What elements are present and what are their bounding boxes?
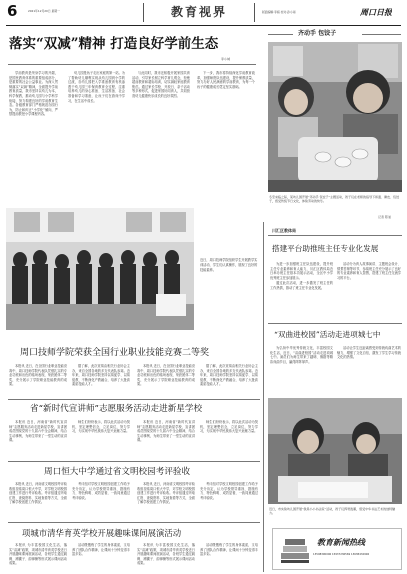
story-qinghua-col-3: 本报讯 为丰富校园文化生活，落实“双减”政策，项城市清华育英学校近日开展趣味课间展演活动，各班学生通过跳绳、踢毽子、韵律操等形式展示课间活动成果。	[137, 543, 195, 566]
bottom-photo-caption: 近日，市实验幼儿园开展“我是小小书法家”活动，孩子们挥毫泼墨，感受中华书法艺术的独特魅力。	[269, 507, 396, 516]
rule-hengda	[8, 522, 260, 523]
lead-col-4: 下一步，我市将持续深化学前教育改革，加强师资队伍建设，提升保教质量，努力办好人民满意的学前教育，为每一个孩子的健康成长奠定坚实基础。	[197, 71, 255, 89]
story-hengda-col-3: 本报讯 近日，河南省文明校园考评验收组莅临周口恒大中学，对学校文明校园创建工作进行考评验收。考评组通过听取汇报、查阅资料、实地查看等方式，全面了解学校创建工作情况。	[137, 482, 195, 505]
classroom-photo	[6, 208, 194, 330]
column-header: 川汇区教体局	[272, 228, 296, 233]
calligraphy-photo	[268, 398, 402, 504]
photo-feature-title: 齐动手 包饺子	[298, 30, 337, 37]
dumpling-photo	[268, 42, 402, 192]
page-number: 6	[7, 3, 18, 19]
story-qinghua-col-1: 本报讯 为丰富校园文化生活，落实“双减”政策，项城市清华育英学校近日开展趣味课间展演活动，各班学生通过跳绳、踢毽子、韵律操等形式展示课间活动成果。	[9, 543, 67, 566]
photo-feature-image	[268, 42, 402, 192]
masthead	[0, 0, 407, 26]
right-story1-col-1: 为进一步加强班主任队伍建设，提升班主任专业素养和育人能力，川汇区教体局近日举办班主任基本功展示活动，全区中小学优秀班主任参加展示。 通过此次活动，进一步激发了班主任的工作热情，推动了班主任专业化发展。	[270, 262, 333, 290]
editor-line: 版面编辑:李娟 校对:孙小雨	[262, 10, 296, 14]
hotline-box	[272, 528, 402, 570]
story-volunteer-col-1: 本报讯 近日，河南省“新时代宣讲师”志愿服务活动走进新星学校，宣讲团成员围绕党的十九届六中全会精神，结合生动事例，为师生带来了一堂生动的宣讲课。	[9, 420, 67, 443]
lead-col-2: 幼儿园是孩子走出家庭的第一站。为了帮助幼儿顺利实现从幼儿园到小学的过渡，各幼儿园把入学准备教育有机渗透于幼儿园三年保育教育全过程，注重培养幼儿的身心准备、生活准备、社会准备和学习准备，让孩子们在游戏中学习，在生活中成长。	[68, 71, 125, 103]
story-volunteer-col-4: 师生们纷纷表示，将以此次活动为契机，坚定理想信念，立足岗位，努力学习，为实现中华民族伟大复兴贡献力量。	[200, 420, 258, 434]
right-story1-col-2: 活动分为育人故事演讲、主题班会设计、情景答辩等环节，参赛班主任充分展示了良好的专业素养和育人智慧，搭建了班主任交流学习的平台。	[337, 262, 401, 280]
lead-col-1: 学前教育是终身学习的开端，是国民教育体系的重要组成部分，是重要的社会公益事业。为深入贯彻落实“双减”精神，全面提升学前教育质量，我市坚持以幼儿为本，科学保教，推动幼儿园与小学科学衔接，努力构建良好的学前教育生态。各级教育部门严格规范办园行为，防止和纠正“小学化”倾向，严禁提前教授小学课程内容。	[9, 71, 58, 117]
story-qinghua-title: 项城市清华育英学校开展趣味课间展演活动	[22, 528, 182, 538]
story-jishi-col-3: 本报讯 近日，在全国行业职业技能竞赛中，周口技师学院代表队凭借扎实的专业功底和出色的临场表现，荣获团体二等奖，充分展示了学院职业技能教育的成果。	[137, 364, 195, 387]
story-jishi-col-1: 本报讯 近日，在全国行业职业技能竞赛中，周口技师学院代表队凭借扎实的专业功底和出色的临场表现，荣获团体二等奖，充分展示了学院职业技能教育的成果。	[9, 364, 67, 387]
story-qinghua-col-4: 活动既锻炼了学生的身体素质，又培养了团队合作精神，让课间十分钟变得丰富多彩。	[200, 543, 258, 557]
story-hengda-col-4: 考评组对学校文明校园创建工作给予充分肯定，认为学校领导重视、措施有力、特色鲜明、成效显著，一致同意通过考评验收。	[200, 482, 258, 500]
right-story2-title: “双曲进校园”活动走进项城七中	[274, 330, 381, 339]
right-story2-col-2: 活动让学生近距离感受到传统戏曲艺术的魅力，增强了文化自信，激发了学生学习传统文化的热情。	[337, 346, 401, 360]
rule-jishi	[8, 399, 260, 400]
photo-feature-caption: 冬至来临之际，某幼儿园开展“齐动手 包饺子”主题活动，孩子们在老师的指导下和面、擀皮、包饺子，感受传统节日文化，体验劳动的快乐。	[269, 195, 400, 204]
date-line: 2021年12月20日 星期一	[28, 9, 60, 13]
paper-name: 周口日报	[360, 7, 392, 17]
lead-col-3: 与此同时，我市还积极开展家园共育活动，引导家长树立科学育儿观念，拒绝超前教育和超标培训，切实减轻家庭教育焦虑。通过家长学校、开放日、亲子活动等多种形式，促进家园协同育人，共同营造幼儿健康快乐成长的良好氛围。	[132, 71, 190, 98]
bottom-photo	[268, 398, 402, 504]
hotline-label: 教育新闻热线	[317, 537, 365, 547]
books-icon	[279, 533, 311, 565]
story-hengda-title: 周口恒大中学通过省文明校园考评验收	[44, 467, 191, 477]
story-hengda-col-2: 考评组对学校文明校园创建工作给予充分肯定，认为学校领导重视、措施有力、特色鲜明、成效显著，一致同意通过考评验收。	[72, 482, 130, 500]
story-volunteer-col-2: 师生们纷纷表示，将以此次活动为契机，坚定理想信念，立足岗位，努力学习，为实现中华民族伟大复兴贡献力量。	[72, 420, 130, 434]
story-jishi-title: 周口技师学院荣获全国行业职业技能竞赛二等奖	[20, 348, 210, 358]
lead-title: 落实“双减”精神 打造良好学前生态	[9, 36, 219, 52]
story-volunteer-col-3: 本报讯 近日，河南省“新时代宣讲师”志愿服务活动走进新星学校，宣讲团成员围绕党的十九届六中全会精神，结合生动事例，为师生带来了一堂生动的宣讲课。	[137, 420, 195, 443]
photo-feature-header	[268, 28, 401, 41]
section-box	[143, 3, 255, 22]
story-jishi-col-4: 据了解，此次竞赛由相关行业协会主办，来自全国各地的多支代表队参赛。近年来，周口技师学院坚持以赛促学、以赛促教，不断深化产教融合，培养了大批高素质技能人才。	[200, 364, 258, 387]
class-photo	[6, 208, 194, 330]
lead-rule	[8, 64, 256, 65]
story-volunteer-title: 省“新时代宣讲师”志愿服务活动走进新星学校	[30, 404, 203, 414]
lead-byline: 李小城	[221, 57, 231, 61]
story-qinghua-col-2: 活动既锻炼了学生的身体素质，又培养了团队合作精神，让课间十分钟变得丰富多彩。	[72, 543, 130, 557]
right-story2-col-1: 为弘扬中华优秀传统文化，丰富校园文化生活，近日，“双曲进校园”活动走进项城七中。演员们为师生带来了越调、豫剧等精彩戏曲节目，赢得阵阵掌声。	[270, 346, 333, 364]
story-jishi-col-2: 据了解，此次竞赛由相关行业协会主办，来自全国各地的多支代表队参赛。近年来，周口技师学院坚持以赛促学、以赛促教，不断深化产教融合，培养了大批高素质技能人才。	[72, 364, 130, 387]
story-hengda-col-1: 本报讯 近日，河南省文明校园考评验收组莅临周口恒大中学，对学校文明校园创建工作进行考评验收。考评组通过听取汇报、查阅资料、实地查看等方式，全面了解学校创建工作情况。	[9, 482, 67, 505]
class-photo-caption: 近日，周口技师学院组织学生开展教学实训活动，学生们认真操作，展现了良好的技能素养。	[200, 258, 258, 272]
photo-feature-credit: 记者 陈旭	[378, 215, 391, 219]
hotline-numbers: 13598390006 15937236569 13638432906	[313, 553, 370, 556]
section-title: 教育视界	[170, 5, 227, 19]
right-column-divider	[263, 222, 264, 572]
rule-volunteer	[8, 461, 260, 462]
masthead-rule	[6, 25, 401, 26]
right-story1-title: 搭建平台助推班主任专业化发展	[272, 244, 379, 253]
